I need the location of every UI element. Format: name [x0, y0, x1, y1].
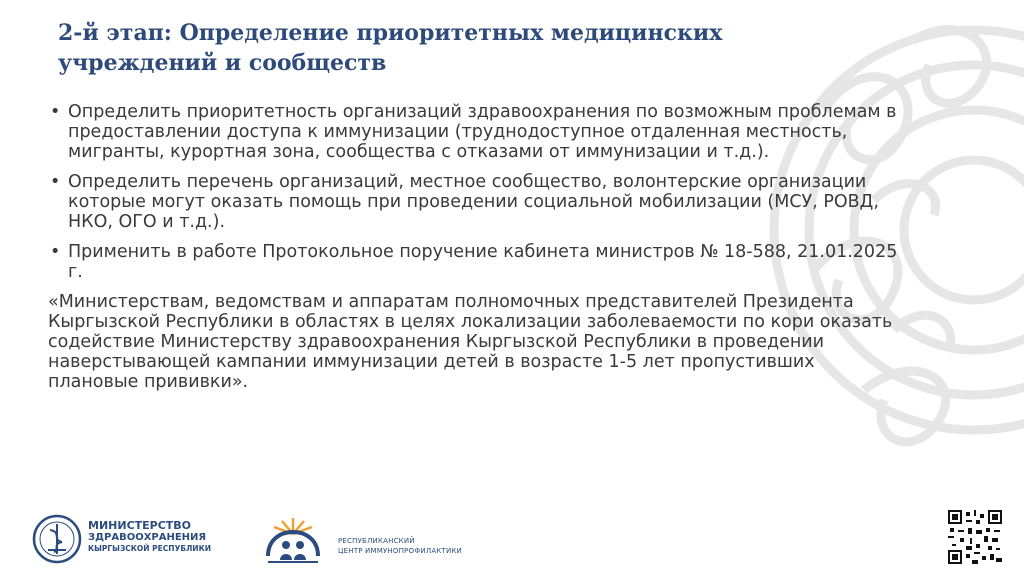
bullet-text: Определить приоритетность организаций здравоохранения по возможным проблемам в предоставлении доступа к иммунизации (труднодоступное отдаленная местность, мигранты, курортная зона, сообщества с отказами от иммунизации и т.д.). — [68, 102, 897, 162]
slide-content — [48, 102, 908, 392]
ministry-line-3: КЫРГЫЗСКОЙ РЕСПУБЛИКИ — [88, 544, 211, 553]
ministry-line-2: ЗДРАВООХРАНЕНИЯ — [88, 532, 207, 543]
immunization-center-logo — [262, 512, 502, 568]
ministry-line-1: МИНИСТЕРСТВО — [88, 519, 192, 532]
bullet-text: Применить в работе Протокольное поручение кабинета министров № 18-588, 21.01.2025 г. — [68, 242, 898, 282]
ministry-logo — [30, 512, 270, 568]
footer — [30, 504, 930, 574]
bullet-item — [48, 172, 908, 232]
center-line-2: ЦЕНТР ИММУНОПРОФИЛАКТИКИ — [338, 547, 462, 555]
qr-code-icon — [948, 510, 1002, 564]
immunization-center-emblem-icon — [262, 512, 324, 568]
bullet-list — [48, 102, 908, 282]
bullet-item — [48, 242, 908, 282]
immunization-center-name — [338, 536, 462, 556]
slide-title: 2-й этап: Определение приоритетных медицинских учреждений и сообществ — [58, 20, 723, 76]
bullet-text: Определить перечень организаций, местное сообщество, волонтерские организации которые могут оказать помощь при проведении социальной мобилизации (МСУ, РОВД, НКО, ОГО и т.д.). — [68, 172, 879, 232]
bullet-item — [48, 102, 908, 162]
bullet-dot: • — [50, 102, 61, 122]
bullet-dot: • — [50, 242, 61, 262]
quote-text: «Министерствам, ведомствам и аппаратам полномочных представителей Президента Кыргызской Республики в областях в целях локализации заболеваемости по кори оказать содействие Министерству здравоохранения Кыргызской Республики в проведении наверстывающей кампании иммунизации детей в возрасте 1-5 лет пропустивших плановые прививки». — [48, 292, 893, 392]
bullet-dot: • — [50, 172, 61, 192]
ministry-name — [88, 520, 211, 554]
center-line-1: РЕСПУБЛИКАНСКИЙ — [338, 537, 415, 545]
ministry-emblem-icon — [32, 514, 82, 564]
